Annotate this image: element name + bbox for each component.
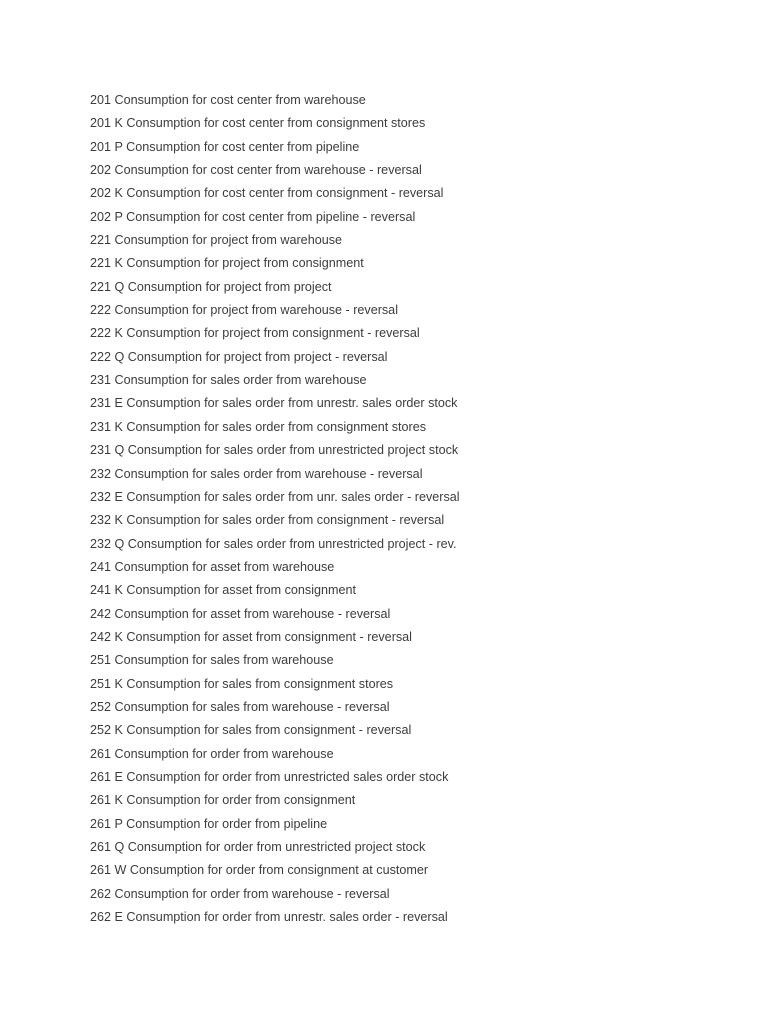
list-item: 232 E Consumption for sales order from unr. sales order - reversal <box>90 489 460 504</box>
list-item: 251 Consumption for sales from warehouse <box>90 653 334 668</box>
list-item: 231 E Consumption for sales order from unrestr. sales order stock <box>90 396 458 411</box>
list-item: 261 P Consumption for order from pipeline <box>90 816 328 831</box>
list-item: 242 K Consumption for asset from consignment - reversal <box>90 629 412 644</box>
list-item: 262 Consumption for order from warehouse - reversal <box>90 886 390 901</box>
list-item: 241 Consumption for asset from warehouse <box>90 559 335 574</box>
list-item: 232 K Consumption for sales order from consignment - reversal <box>90 513 445 528</box>
list-item: 202 P Consumption for cost center from pipeline - reversal <box>90 209 416 224</box>
list-item: 231 K Consumption for sales order from consignment stores <box>90 419 426 434</box>
list-item: 231 Q Consumption for sales order from unrestricted project stock <box>90 443 459 458</box>
list-item: 221 Q Consumption for project from project <box>90 279 332 294</box>
list-item: 222 K Consumption for project from consignment - reversal <box>90 326 420 341</box>
list-item: 261 W Consumption for order from consignment at customer <box>90 863 429 878</box>
list-item: 201 P Consumption for cost center from pipeline <box>90 139 360 154</box>
list-item: 262 E Consumption for order from unrestr. sales order - reversal <box>90 910 448 925</box>
list-item: 261 E Consumption for order from unrestricted sales order stock <box>90 769 449 784</box>
list-item: 242 Consumption for asset from warehouse - reversal <box>90 606 391 621</box>
list-item: 261 Consumption for order from warehouse <box>90 746 334 761</box>
list-item: 222 Q Consumption for project from project - reversal <box>90 349 388 364</box>
list-item: 202 K Consumption for cost center from consignment - reversal <box>90 186 444 201</box>
list-item: 261 Q Consumption for order from unrestricted project stock <box>90 840 426 854</box>
list-item: 201 K Consumption for cost center from consignment stores <box>90 116 426 131</box>
list-item: 252 Consumption for sales from warehouse - reversal <box>90 699 390 714</box>
list-item: 202 Consumption for cost center from warehouse - reversal <box>90 163 422 178</box>
list-item: 221 K Consumption for project from consignment <box>90 256 364 271</box>
list-item: 251 K Consumption for sales from consignment stores <box>90 676 394 691</box>
list-item: 252 K Consumption for sales from consignment - reversal <box>90 723 412 738</box>
list-item: 222 Consumption for project from warehouse - reversal <box>90 303 398 318</box>
movement-type-list <box>90 89 730 929</box>
list-item: 232 Q Consumption for sales order from unrestricted project - rev. <box>90 536 457 551</box>
list-item: 232 Consumption for sales order from warehouse - reversal <box>90 466 423 481</box>
list-item: 261 K Consumption for order from consignment <box>90 793 356 808</box>
list-item: 221 Consumption for project from warehouse <box>90 233 343 248</box>
list-item: 201 Consumption for cost center from warehouse <box>90 93 366 107</box>
list-item: 241 K Consumption for asset from consignment <box>90 583 356 598</box>
list-item: 231 Consumption for sales order from warehouse <box>90 373 367 388</box>
document-page <box>90 89 730 929</box>
